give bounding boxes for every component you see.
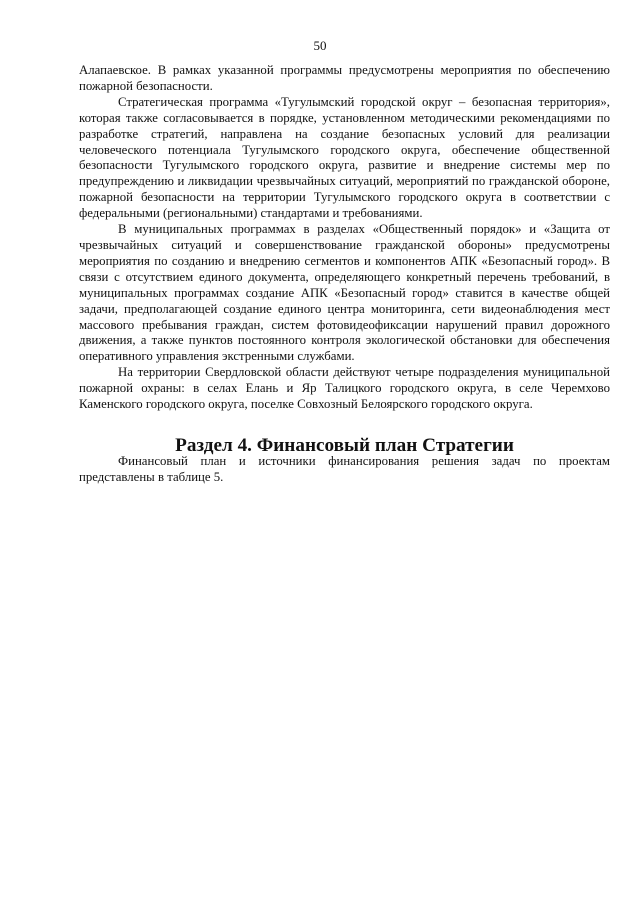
paragraph-continuation: Алапаевское. В рамках указанной программы предусмотрены мероприятия по обеспечению пожарной безопасности. xyxy=(79,63,610,93)
paragraph-municipal-programs: В муниципальных программах в разделах «Общественный порядок» и «Защита от чрезвычайных ситуаций и совершенствование гражданской обороны» предусмотрены мероприятия по созданию и внедрению сегментов и компонентов АПК «Безопасный город». В связи с отсутствием единого документа, определяющего конкретный перечень требований, в муниципальных программах создание АПК «Безопасный город» ставится в качестве общей задачи, предполагающей создание единого центра мониторинга, сети видеонаблюдения мест массового пребывания граждан, систем фотовидеофиксации нарушений правил дорожного движения, а также пунктов постоянного контроля экологической обстановки для обеспечения оперативного управления экстренными службами. xyxy=(79,222,610,364)
paragraph-strategic-program: Стратегическая программа «Тугулымский городской округ – безопасная территория», которая также согласовывается в порядке, установленном методическими рекомендациями по разработке стратегий, направлена на создание безопасных условий для реализации человеческого потенциала Тугулымского городского округа, обеспечение общественной безопасности Тугулымского городского округа, развитие и внедрение системы мер по предупреждению и ликвидации чрезвычайных ситуаций, мероприятий по гражданской обороне, пожарной безопасности на территории Тугулымского городского округа в соответствии с федеральными (региональными) стандартами и требованиями. xyxy=(79,94,610,221)
document-body xyxy=(79,63,610,486)
page-number: 50 xyxy=(313,38,327,53)
paragraph-fire-protection: На территории Свердловской области действуют четыре подразделения муниципальной пожарной охраны: в селах Елань и Яр Талицкого городского округа, в селе Черемхово Каменского городского округа, поселке Совхозный Белоярского городского округа. xyxy=(79,365,610,412)
section-heading: Раздел 4. Финансовый план Стратегии xyxy=(175,434,514,456)
paragraph-financial-plan: Финансовый план и источники финансирования решения задач по проектам представлены в таблице 5. xyxy=(79,453,610,484)
